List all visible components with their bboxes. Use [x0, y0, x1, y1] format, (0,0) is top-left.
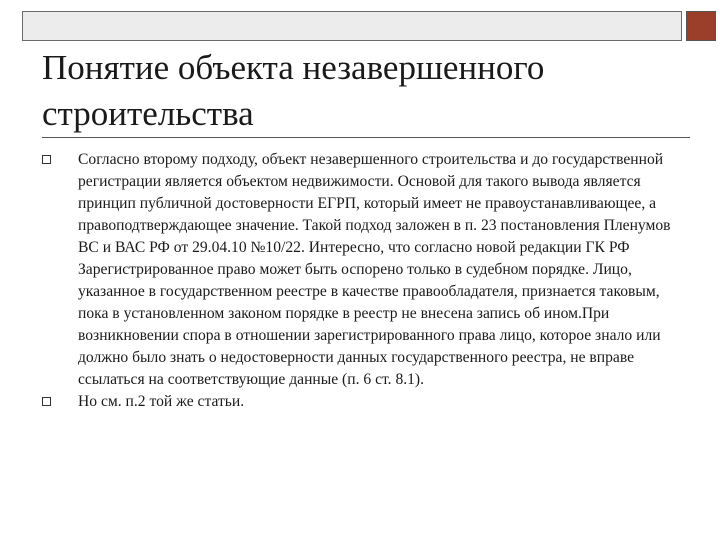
- bullet-text: Но см. п.2 той же статьи.: [78, 393, 245, 410]
- header-bar: [22, 11, 682, 41]
- square-bullet-icon: [42, 155, 51, 164]
- title-divider: [42, 137, 690, 138]
- bullet-item: [42, 391, 692, 413]
- bullet-list: [42, 149, 692, 413]
- bullet-item: [42, 149, 692, 391]
- accent-square: [686, 11, 716, 41]
- square-bullet-icon: [42, 397, 51, 406]
- bullet-text: Согласно второму подходу, объект незавершенного строительства и до государственной регистрации является объектом недвижимости. Основой для такого вывода является принцип публичной достоверности ЕГРП, который имеет не правоустанавливающее, а правоподтверждающее значение. Такой подход заложен в п. 23 постановления Пленумов ВС и ВАС РФ от 29.04.10 №10/22. Интересно, что согласно новой редакции ГК РФ Зарегистрированное право может быть оспорено только в судебном порядке. Лицо, указанное в государственном реестре в качестве правообладателя, признается таковым, пока в установленном законом порядке в реестр не внесена запись об ином.При возникновении спора в отношении зарегистрированного права лицо, которое знало или должно было знать о недостоверности данных государственного реестра, не вправе ссылаться на соответствующие данные (п. 6 ст. 8.1).: [78, 151, 671, 388]
- slide-title: Понятие объекта незавершенного строительства: [42, 48, 545, 133]
